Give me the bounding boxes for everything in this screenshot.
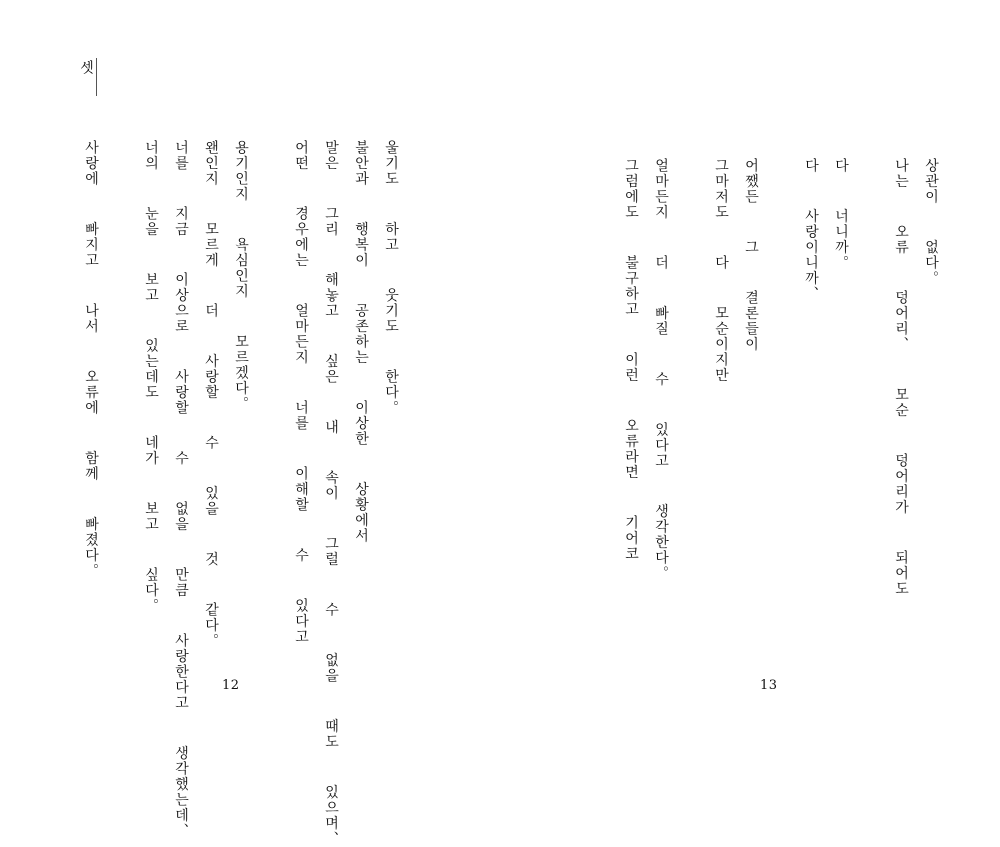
- text-line: 울기도 하고 웃기도 한다。: [383, 140, 399, 416]
- text-line: 왠인지 모르게 더 사랑할 수 있을 것 같다。: [203, 140, 219, 649]
- right-page-body: [616, 158, 1000, 597]
- chapter-heading: 셋: [78, 60, 94, 75]
- text-line: 너의 눈을 보고 있는데도 네가 보고 싶다。: [143, 140, 159, 614]
- text-line: [106, 140, 136, 640]
- chapter-rule: [96, 58, 97, 96]
- right-page: [500, 0, 1000, 714]
- text-line: 다 너니까。: [833, 158, 849, 271]
- text-line: 그럼에도 불구하고 이런 오류라면 기어코: [623, 158, 639, 562]
- text-line: 어떤 경우에는 얼마든지 너를 이해할 수 있다고: [293, 140, 309, 645]
- text-line: 말은 그리 해놓고 싶은 내 속이 그럴 수 없을 때도 있으며、: [323, 140, 339, 847]
- text-line: 너를 지금 이상으로 사랑할 수 없을 만큼 사랑한다고 생각했는데、: [173, 140, 189, 839]
- text-line: [676, 158, 706, 488]
- text-line: 불안과 행복이 공존하는 이상한 상황에서: [353, 140, 369, 544]
- text-line: 용기인지 욕심인지 모르겠다。: [233, 140, 249, 412]
- text-line: 어쨌든 그 결론들이: [743, 158, 759, 352]
- text-line: 다 사랑이니까、: [803, 158, 819, 302]
- text-line: 나는 오류 덩어리、 모순 덩어리가 되어도: [893, 158, 909, 597]
- page-number-left: 12: [222, 678, 240, 693]
- text-line: [766, 158, 796, 488]
- page-number-right: 13: [760, 678, 778, 693]
- text-line: 사랑에 빠지고 나서 오류에 함께 빠졌다。: [83, 140, 99, 579]
- text-line: 상관이 없다。: [923, 158, 939, 286]
- text-line: [856, 158, 886, 488]
- text-line: 그마저도 다 모순이지만: [713, 158, 729, 383]
- text-line: 얼마든지 더 빠질 수 있다고 생각한다。: [653, 158, 669, 581]
- text-line: [256, 140, 286, 640]
